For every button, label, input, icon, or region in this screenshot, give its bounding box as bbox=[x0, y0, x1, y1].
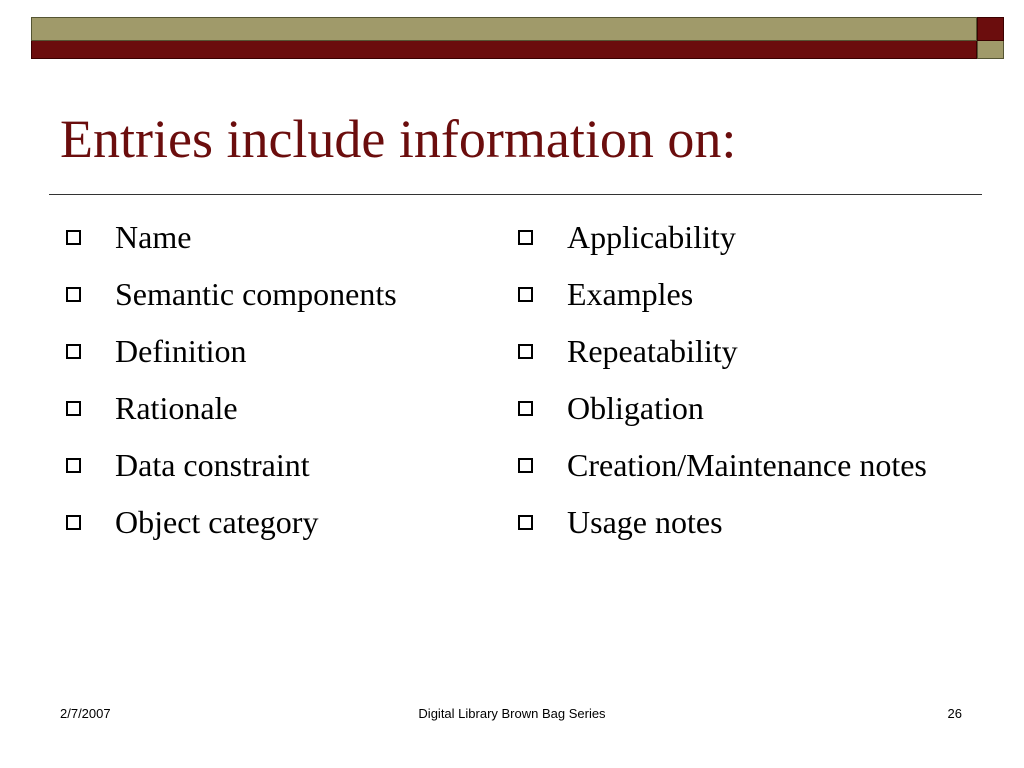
hollow-square-icon bbox=[518, 344, 533, 359]
slide-title: Entries include information on: bbox=[60, 109, 737, 169]
hollow-square-icon bbox=[66, 230, 81, 245]
hollow-square-icon bbox=[518, 458, 533, 473]
bullet-text: Obligation bbox=[567, 390, 704, 426]
list-item bbox=[66, 384, 496, 432]
list-item bbox=[518, 498, 958, 546]
bullet-text: Rationale bbox=[115, 390, 238, 426]
bullet-text: Data constraint bbox=[115, 447, 310, 483]
list-item bbox=[66, 270, 496, 318]
title-divider bbox=[49, 194, 982, 195]
hollow-square-icon bbox=[66, 287, 81, 302]
list-item bbox=[518, 327, 958, 375]
list-item bbox=[518, 441, 958, 489]
bullet-text: Creation/Maintenance notes bbox=[567, 447, 927, 483]
list-item bbox=[518, 213, 958, 261]
bullet-text: Object category bbox=[115, 504, 319, 540]
bullet-text: Repeatability bbox=[567, 333, 738, 369]
bullet-list-left bbox=[66, 213, 496, 555]
bullet-text: Examples bbox=[567, 276, 694, 312]
hollow-square-icon bbox=[518, 515, 533, 530]
corner-block-maroon bbox=[977, 17, 1004, 41]
list-item bbox=[66, 213, 496, 261]
list-item bbox=[518, 384, 958, 432]
bullet-text: Applicability bbox=[567, 219, 736, 255]
list-item bbox=[66, 327, 496, 375]
header-bar-maroon bbox=[31, 41, 977, 59]
hollow-square-icon bbox=[518, 230, 533, 245]
footer-date: 2/7/2007 bbox=[60, 706, 111, 721]
hollow-square-icon bbox=[66, 458, 81, 473]
list-item bbox=[518, 270, 958, 318]
bullet-text: Usage notes bbox=[567, 504, 723, 540]
footer-series: Digital Library Brown Bag Series bbox=[418, 706, 606, 721]
footer-page-number: 26 bbox=[947, 706, 962, 721]
hollow-square-icon bbox=[66, 401, 81, 416]
bullet-text: Definition bbox=[115, 333, 247, 369]
hollow-square-icon bbox=[518, 287, 533, 302]
bullet-text: Semantic components bbox=[115, 276, 397, 312]
header-bar-olive bbox=[31, 17, 977, 41]
bullet-list-right bbox=[518, 213, 958, 555]
hollow-square-icon bbox=[66, 344, 81, 359]
list-item bbox=[66, 441, 496, 489]
hollow-square-icon bbox=[518, 401, 533, 416]
hollow-square-icon bbox=[66, 515, 81, 530]
corner-block-olive bbox=[977, 41, 1004, 59]
bullet-text: Name bbox=[115, 219, 192, 255]
list-item bbox=[66, 498, 496, 546]
